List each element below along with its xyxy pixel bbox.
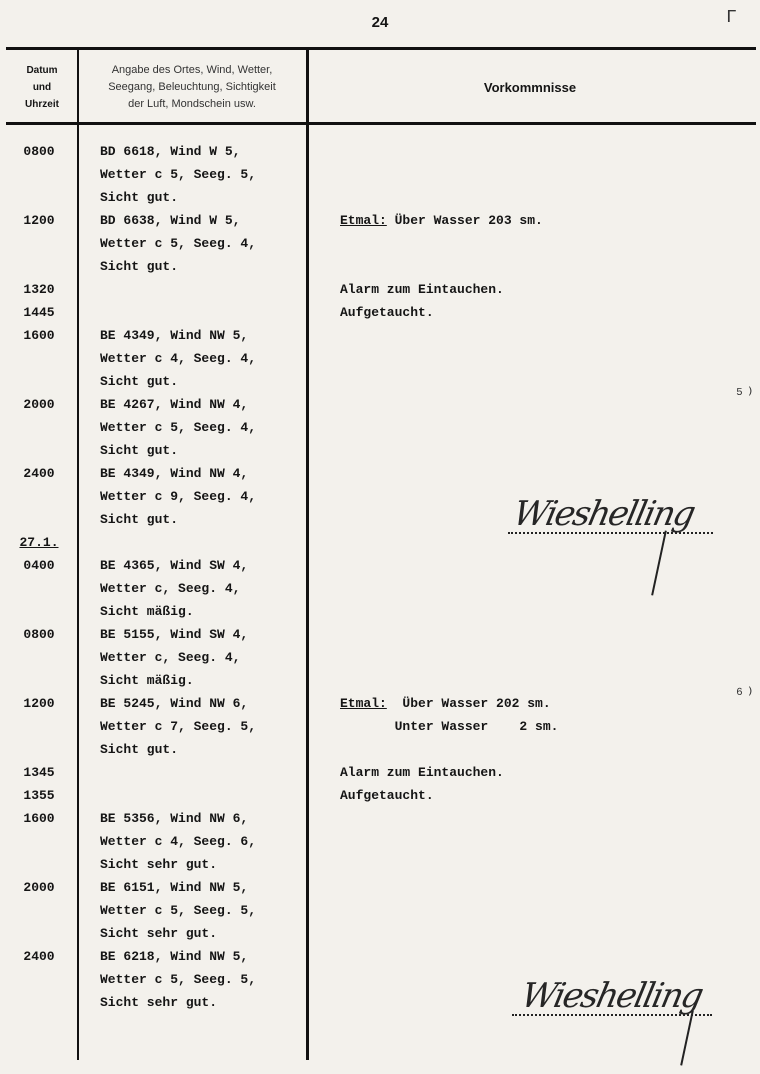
- position-weather-line: BE 6151, Wind NW 5,: [100, 880, 249, 895]
- position-weather-line: BE 4349, Wind NW 4,: [100, 466, 249, 481]
- header-datum-line: und: [32, 81, 52, 93]
- position-weather-line: Sicht mäßig.: [100, 673, 194, 688]
- event-line: [340, 278, 740, 301]
- position-weather-line: BE 4365, Wind SW 4,: [100, 558, 249, 573]
- log-entry: [0, 761, 760, 784]
- log-entry: [0, 554, 760, 623]
- entry-position-weather: [100, 324, 304, 393]
- page-number: 24: [371, 14, 389, 31]
- entry-time: 1200: [23, 213, 55, 228]
- position-weather-line: Wetter c 5, Seeg. 5,: [100, 167, 257, 182]
- position-weather-line: Sicht gut.: [100, 443, 179, 458]
- position-weather-line: BD 6638, Wind W 5,: [100, 213, 241, 228]
- event-line: [340, 209, 740, 232]
- log-entry: [0, 876, 760, 945]
- position-weather-line: Sicht gut.: [100, 742, 179, 757]
- entry-time: 0800: [23, 627, 55, 642]
- position-weather-line: Wetter c 5, Seeg. 5,: [100, 903, 257, 918]
- position-weather-line: Wetter c, Seeg. 4,: [100, 581, 241, 596]
- event-text: Alarm zum Eintauchen.: [340, 765, 504, 780]
- log-entry: [0, 140, 760, 209]
- position-weather-line: BD 6618, Wind W 5,: [100, 144, 241, 159]
- signature-1-dotted-line: [508, 532, 713, 534]
- entry-position-weather: [100, 393, 304, 462]
- position-weather-line: Wetter c, Seeg. 4,: [100, 650, 241, 665]
- log-entry: [0, 301, 760, 324]
- entry-time: 2000: [23, 880, 55, 895]
- log-entry: [0, 278, 760, 301]
- header-vorkommnisse: Vorkommnisse: [483, 79, 577, 95]
- entry-time: 2000: [23, 397, 55, 412]
- event-text: Über Wasser 203 sm.: [386, 213, 543, 228]
- header-datum-line: Uhrzeit: [25, 98, 59, 110]
- entry-position-weather: [100, 209, 304, 278]
- position-weather-line: Wetter c 9, Seeg. 4,: [100, 489, 257, 504]
- corner-mark: Γ: [726, 8, 737, 28]
- event-text: Über Wasser 202 sm.: [386, 696, 551, 711]
- entry-time: 1345: [23, 765, 55, 780]
- entry-time: 1200: [23, 696, 55, 711]
- log-entry: [0, 784, 760, 807]
- entry-time: 0800: [23, 144, 55, 159]
- event-text: Unter Wasser 2 sm.: [340, 719, 559, 734]
- position-weather-line: Wetter c 5, Seeg. 4,: [100, 236, 257, 251]
- entry-time: 1600: [23, 328, 55, 343]
- header-ort-line: der Luft, Mondschein usw.: [128, 97, 256, 110]
- log-entry: [0, 692, 760, 761]
- edge-mark: ⁶⁾: [734, 686, 756, 706]
- header-bottom-rule: [6, 122, 756, 125]
- entry-position-weather: [100, 945, 304, 1014]
- log-entry: [0, 209, 760, 278]
- edge-mark: ⁵⁾: [734, 386, 756, 406]
- entry-time: 1355: [23, 788, 55, 803]
- event-line: [340, 692, 740, 715]
- entry-time: 2400: [23, 466, 55, 481]
- entry-time: 1600: [23, 811, 55, 826]
- position-weather-line: Wetter c 5, Seeg. 5,: [100, 972, 257, 987]
- header-datum: [8, 54, 76, 120]
- event-line: [340, 301, 740, 324]
- header-ort-line: Angabe des Ortes, Wind, Wetter,: [111, 63, 273, 76]
- event-text: Aufgetaucht.: [340, 305, 434, 320]
- position-weather-line: Sicht gut.: [100, 374, 179, 389]
- entry-events: [340, 761, 740, 784]
- event-label: Etmal:: [340, 213, 387, 228]
- event-line: [340, 784, 740, 807]
- position-weather-line: Wetter c 4, Seeg. 6,: [100, 834, 257, 849]
- table-top-rule: [6, 47, 756, 50]
- header-datum-line: Datum: [26, 64, 58, 76]
- position-weather-line: Wetter c 4, Seeg. 4,: [100, 351, 257, 366]
- event-text: Aufgetaucht.: [340, 788, 434, 803]
- entry-events: [340, 692, 740, 738]
- position-weather-line: Sicht mäßig.: [100, 604, 194, 619]
- log-entry: [0, 531, 760, 554]
- event-label: Etmal:: [340, 696, 387, 711]
- position-weather-line: Wetter c 7, Seeg. 5,: [100, 719, 257, 734]
- entry-position-weather: [100, 554, 304, 623]
- position-weather-line: BE 6218, Wind NW 5,: [100, 949, 249, 964]
- position-weather-line: Wetter c 5, Seeg. 4,: [100, 420, 257, 435]
- position-weather-line: BE 4267, Wind NW 4,: [100, 397, 249, 412]
- entry-position-weather: [100, 462, 304, 531]
- entry-time: 1320: [23, 282, 55, 297]
- position-weather-line: Sicht gut.: [100, 190, 179, 205]
- entry-position-weather: [100, 692, 304, 761]
- log-entry: [0, 623, 760, 692]
- signature-2-dotted-line: [512, 1014, 712, 1016]
- log-entry: [0, 393, 760, 462]
- signature-1: Wieshelling: [509, 494, 698, 534]
- position-weather-line: Sicht sehr gut.: [100, 857, 218, 872]
- event-line: [340, 715, 740, 738]
- position-weather-line: Sicht sehr gut.: [100, 995, 218, 1010]
- entry-time: 0400: [23, 558, 55, 573]
- entry-events: [340, 278, 740, 301]
- entry-time: 1445: [23, 305, 55, 320]
- entry-position-weather: [100, 140, 304, 209]
- header-ort: [80, 54, 304, 120]
- entry-position-weather: [100, 623, 304, 692]
- signature-2-stroke: [680, 1010, 694, 1065]
- entry-position-weather: [100, 807, 304, 876]
- event-text: Alarm zum Eintauchen.: [340, 282, 504, 297]
- position-weather-line: Sicht gut.: [100, 259, 179, 274]
- position-weather-line: BE 5245, Wind NW 6,: [100, 696, 249, 711]
- signature-2: Wieshelling: [517, 976, 706, 1016]
- entry-events: [340, 784, 740, 807]
- event-line: [340, 761, 740, 784]
- entry-events: [340, 209, 740, 232]
- position-weather-line: BE 5356, Wind NW 6,: [100, 811, 249, 826]
- entry-events: [340, 301, 740, 324]
- entry-time: 27.1.: [19, 535, 59, 550]
- log-entry: [0, 807, 760, 876]
- header-ort-line: Seegang, Beleuchtung, Sichtigkeit: [108, 80, 276, 93]
- position-weather-line: BE 4349, Wind NW 5,: [100, 328, 249, 343]
- position-weather-line: Sicht sehr gut.: [100, 926, 218, 941]
- entry-position-weather: [100, 876, 304, 945]
- entry-time: 2400: [23, 949, 55, 964]
- position-weather-line: Sicht gut.: [100, 512, 179, 527]
- position-weather-line: BE 5155, Wind SW 4,: [100, 627, 249, 642]
- log-entry: [0, 324, 760, 393]
